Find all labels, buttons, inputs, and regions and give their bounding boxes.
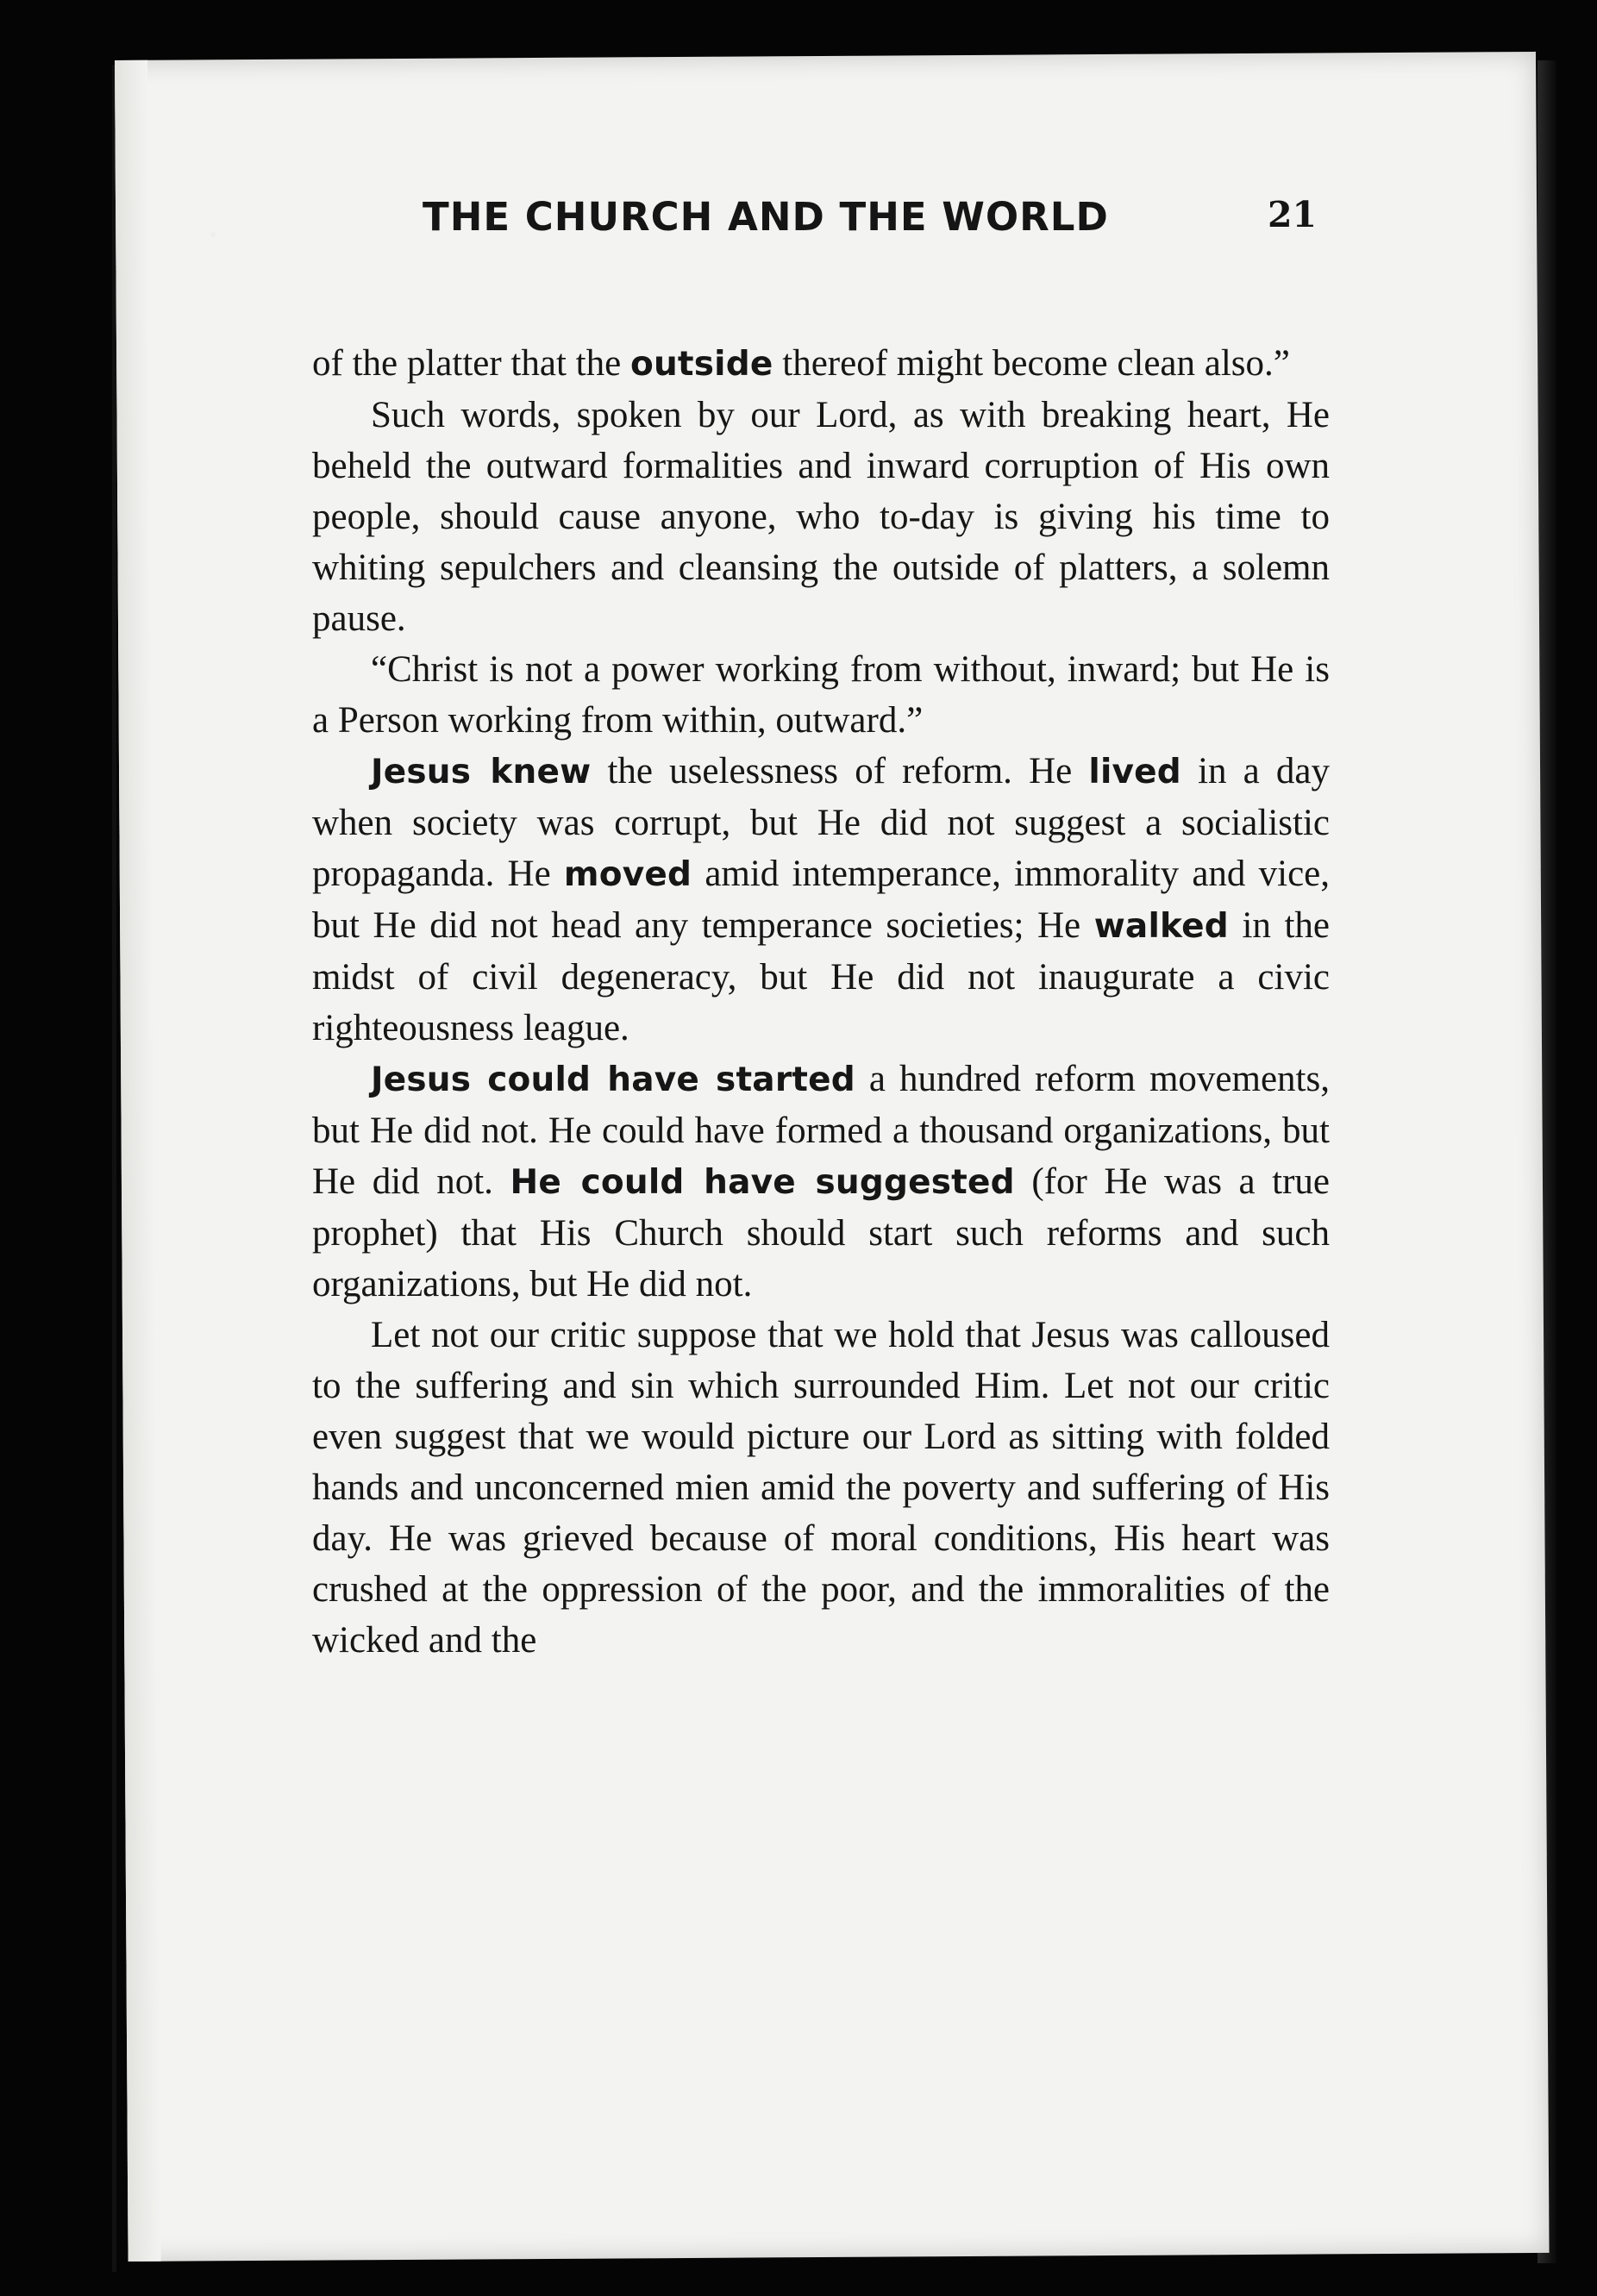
text-run: the uselessness of reform. He: [591, 751, 1089, 791]
bold-phrase: outside: [629, 345, 773, 384]
text-run: Let not our critic suppose that we hold that Jesus was calloused to the suffering and sin which surrounded Him. Let not our critic even suggest that we would picture our Lord as sitting with folded hands and unconcerned mien amid the poverty and suffering of His day. He was grieved because of moral conditions, His heart was crushed at the oppression of the poor, and the immoralities of the wicked and the: [312, 1315, 1330, 1661]
paragraph: [312, 644, 1330, 746]
paragraph: [312, 1310, 1330, 1666]
running-head: THE CHURCH AND THE WORLD: [423, 194, 1109, 240]
bold-phrase: lived: [1088, 753, 1181, 791]
bold-phrase: walked: [1093, 907, 1229, 946]
bold-phrase: He could have suggested: [510, 1163, 1015, 1202]
dust-speck: [210, 232, 216, 237]
text-run: “Christ is not a power working from without, inward; but He is a Person working from within, outward.”: [312, 649, 1330, 741]
bold-phrase: moved: [563, 855, 692, 894]
page-number: 21: [1268, 194, 1318, 235]
bold-phrase: Jesus could have started: [371, 1060, 855, 1099]
text-run: amid intemperance, immorality and vice, but He did not head any temperance societies; He: [312, 854, 1331, 946]
paragraph: [312, 1054, 1330, 1310]
bold-phrase: Jesus knew: [371, 753, 592, 791]
body-text: [312, 338, 1330, 1666]
paragraph: [312, 338, 1330, 390]
text-run: in a day when society was corrupt, but He did not suggest a socialistic propaganda. He: [312, 751, 1330, 894]
paragraph: [312, 746, 1330, 1054]
text-run: thereof might become clean also.”: [773, 343, 1290, 384]
text-run: of the platter that the: [312, 343, 630, 384]
binding-edge: [112, 65, 116, 2272]
text-run: Such words, spoken by our Lord, as with breaking heart, He beheld the outward formalities and inward corruption of His own people, should cause anyone, who to-day is giving his time to whiting sepulchers and cleansing the outside of platters, a solemn pause.: [312, 395, 1330, 639]
text-run: in the midst of civil degeneracy, but He did not inaugurate a civic righteousness league.: [312, 905, 1331, 1048]
paragraph: [312, 390, 1330, 644]
text-run: a hundred reform movements, but He did not. He could have formed a thousand organizations, but He did not.: [312, 1059, 1330, 1202]
text-run: (for He was a true prophet) that His Church should start such reforms and such organizations, but He did not.: [312, 1161, 1330, 1304]
